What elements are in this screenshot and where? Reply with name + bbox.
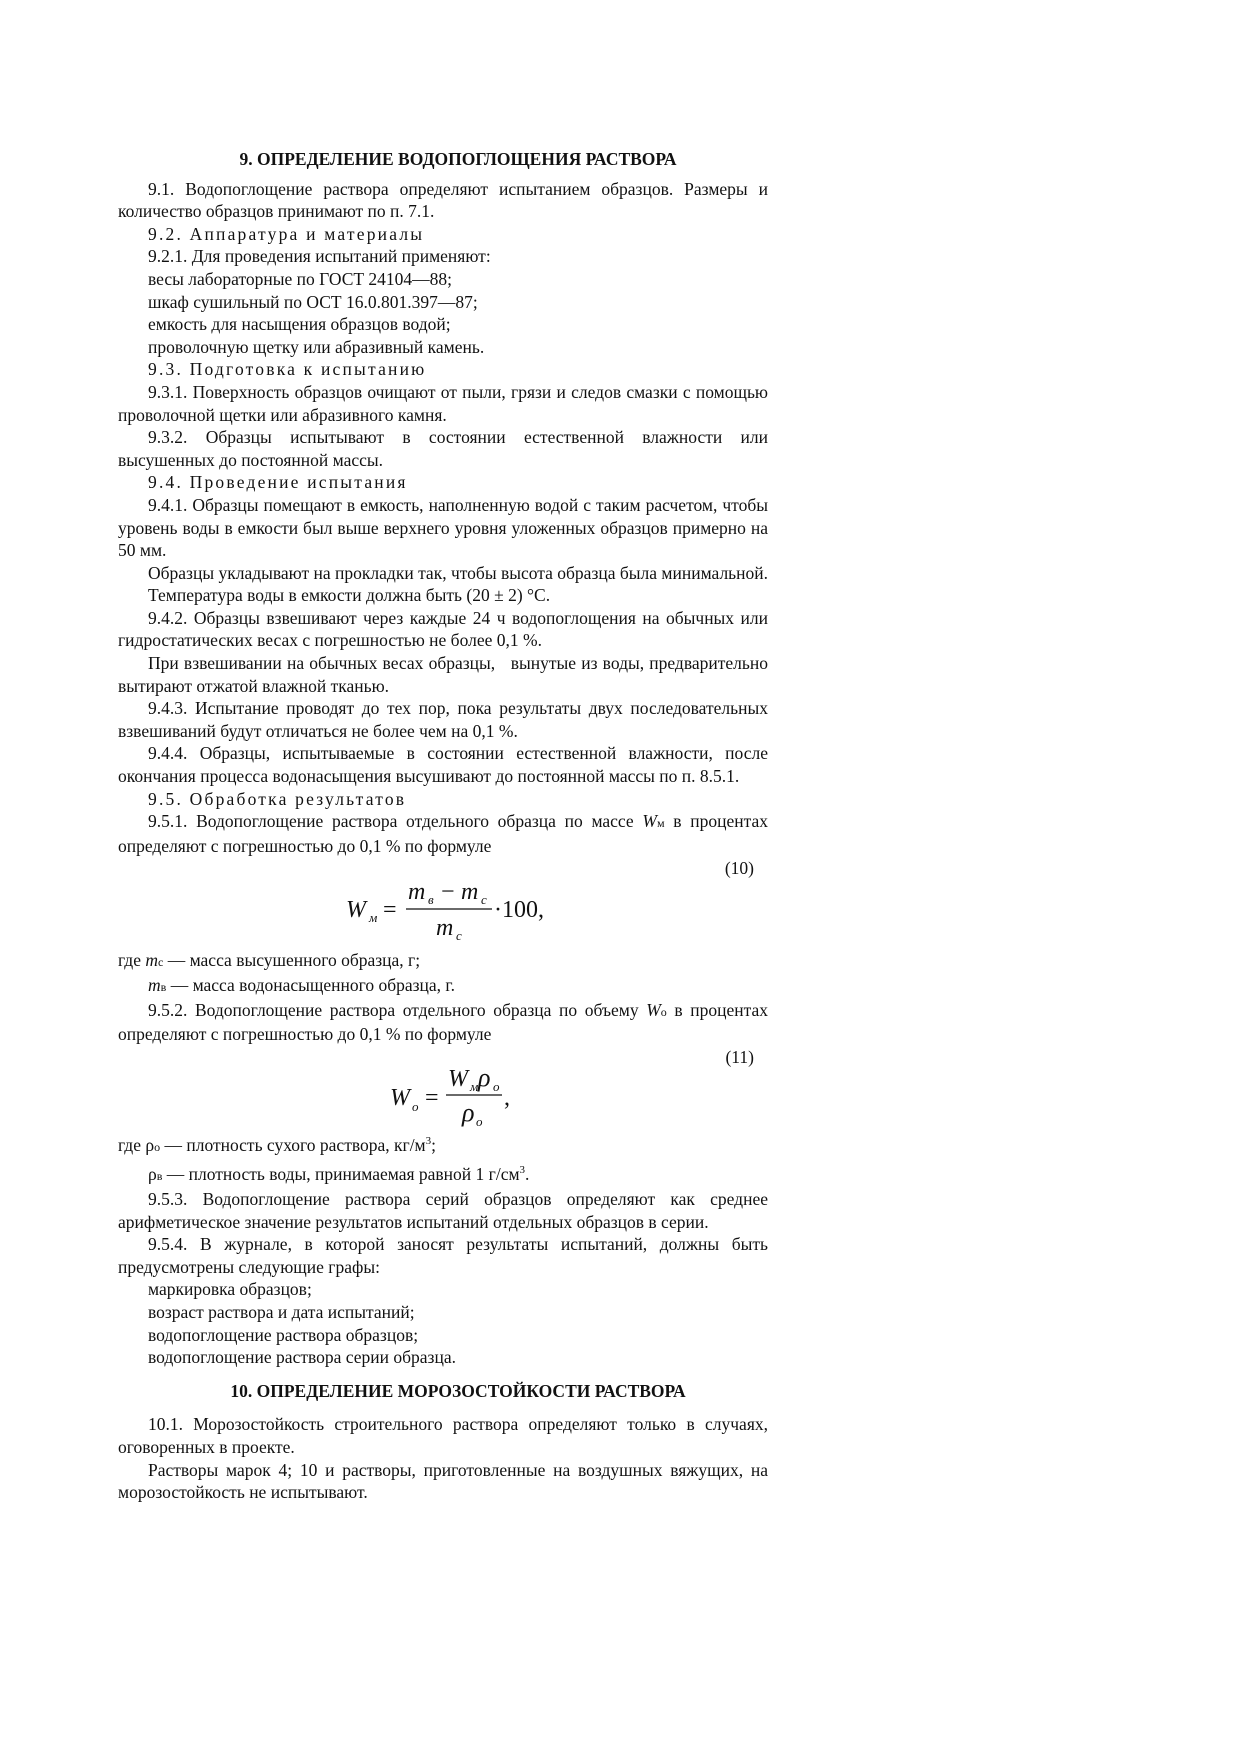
variable-rho: ρ bbox=[145, 1134, 155, 1155]
text-run: 9.5.1. Водопоглощение раствора отдельного образца по массе bbox=[148, 811, 643, 832]
text-run: — плотность сухого раствора, кг/м bbox=[160, 1134, 426, 1155]
paragraph-9-4-4: 9.4.4. Образцы, испытываемые в состоянии естественной влажности, после окончания процесса водонасыщения высушивают до постоянной массы по п. 8.5.1. bbox=[118, 743, 768, 787]
paragraph-9-5-1 bbox=[118, 810, 768, 857]
where-m-c bbox=[118, 949, 768, 974]
text-run: . bbox=[525, 1164, 530, 1185]
equipment-item: весы лабораторные по ГОСТ 24104—88; bbox=[148, 268, 453, 289]
eq11-den-sub: o bbox=[476, 1113, 483, 1128]
variable-w: W bbox=[642, 811, 657, 832]
section-9-heading: 9. ОПРЕДЕЛЕНИЕ ВОДОПОГЛОЩЕНИЯ РАСТВОРА bbox=[239, 149, 677, 169]
document-page bbox=[118, 148, 773, 1504]
superscript: 3 bbox=[519, 1164, 526, 1177]
eq11-equals: = bbox=[425, 1084, 439, 1111]
text-run: 9.5.2. Водопоглощение раствора отдельного образца по объему bbox=[148, 999, 647, 1020]
paragraph-9-5-2 bbox=[118, 999, 768, 1046]
equipment-item: емкость для насыщения образцов водой; bbox=[148, 314, 451, 335]
formula-11 bbox=[118, 1062, 768, 1134]
text-run: ; bbox=[431, 1134, 437, 1155]
variable-subscript: м bbox=[656, 816, 665, 831]
superscript: 3 bbox=[425, 1134, 432, 1147]
eq11-num-a: W bbox=[448, 1065, 468, 1092]
text-run: где bbox=[118, 1134, 146, 1155]
eq10-lhs: W bbox=[346, 897, 366, 924]
eq11-tail: , bbox=[504, 1084, 510, 1111]
eq11-num-a-sub: м bbox=[470, 1078, 479, 1094]
paragraph-9-4-1b: Образцы укладывают на прокладки так, чтобы высота образца была минимальной. bbox=[148, 562, 769, 583]
paragraph-9-4-1: 9.4.1. Образцы помещают в емкость, наполненную водой с таким расчетом, чтобы уровень воды в емкости был выше верхнего уровня уложенных образцов примерно на 50 мм. bbox=[118, 494, 768, 561]
text-run: в процентах определяют с погрешностью до 0,1 % по формуле bbox=[118, 999, 768, 1045]
paragraph-9-3-1: 9.3.1. Поверхность образцов очищают от пыли, грязи и следов смазки с помощью проволочной щетки или абразивного камня. bbox=[118, 381, 768, 425]
subheading-9-2: 9.2. Аппаратура и материалы bbox=[148, 223, 425, 244]
variable-subscript: с bbox=[158, 955, 164, 970]
eq10-num-a: m bbox=[408, 879, 426, 906]
text-run: где bbox=[118, 950, 146, 971]
subheading-9-3: 9.3. Подготовка к испытанию bbox=[148, 359, 427, 380]
paragraph-9-2-1: 9.2.1. Для проведения испытаний применяют: bbox=[148, 246, 491, 267]
eq10-equals: = bbox=[383, 897, 397, 924]
eq10-tail: ·100, bbox=[494, 897, 544, 924]
equipment-item: шкаф сушильный по ОСТ 16.0.801.397—87; bbox=[148, 291, 478, 312]
formula-10 bbox=[118, 879, 768, 949]
variable-subscript: в bbox=[156, 1169, 163, 1184]
variable-subscript: в bbox=[160, 980, 167, 994]
text-run: в процентах определяют с погрешностью до 0,1 % по формуле bbox=[118, 811, 768, 856]
eq11-den: ρ bbox=[462, 1097, 475, 1127]
variable-subscript: о bbox=[154, 1139, 161, 1154]
paragraph-9-5-3: 9.5.3. Водопоглощение раствора серий образцов определяют как среднее арифметическое значение результатов испытаний отдельных образцов в серии. bbox=[118, 1188, 768, 1232]
eq10-den: m bbox=[436, 915, 454, 942]
journal-item: маркировка образцов; bbox=[148, 1279, 312, 1300]
where-rho-o bbox=[118, 1134, 768, 1159]
variable-rho: ρ bbox=[148, 1164, 157, 1185]
equation-number-10: (10) bbox=[724, 858, 754, 879]
section-10-heading: 10. ОПРЕДЕЛЕНИЕ МОРОЗОСТОЙКОСТИ РАСТВОРА bbox=[230, 1380, 686, 1401]
paragraph-9-4-3: 9.4.3. Испытание проводят до тех пор, пока результаты двух последовательных взвешиваний будут отличаться не более чем на 0,1 %. bbox=[118, 698, 768, 741]
eq10-num-b: m bbox=[461, 879, 479, 906]
paragraph-9-1: 9.1. Водопоглощение раствора определяют испытанием образцов. Размеры и количество образцов принимают по п. 7.1. bbox=[118, 178, 768, 222]
paragraph-10-1b: Растворы марок 4; 10 и растворы, приготовленные на воздушных вяжущих, на морозостойкость не испытывают. bbox=[118, 1459, 768, 1503]
journal-item: возраст раствора и дата испытаний; bbox=[148, 1301, 415, 1322]
paragraph-9-4-2b: При взвешивании на обычных весах образцы, вынутые из воды, предварительно вытирают отжатой влажной тканью. bbox=[118, 653, 773, 696]
formula-10-svg bbox=[118, 871, 768, 941]
eq10-lhs-sub: м bbox=[369, 910, 378, 926]
eq11-lhs: W bbox=[390, 1084, 410, 1111]
paragraph-9-3-2: 9.3.2. Образцы испытывают в состоянии естественной влажности или высушенных до постоянной массы. bbox=[118, 427, 768, 470]
eq11-num-b-sub: o bbox=[493, 1078, 500, 1094]
variable-w: W bbox=[646, 999, 661, 1020]
text-run: — масса водонасыщенного образца, г. bbox=[166, 975, 456, 995]
eq11-num-b: ρ bbox=[478, 1062, 491, 1092]
subheading-9-4: 9.4. Проведение испытания bbox=[148, 472, 408, 493]
journal-item: водопоглощение раствора образцов; bbox=[148, 1324, 419, 1345]
paragraph-9-4-1c: Температура воды в емкости должна быть (20 ± 2) °С. bbox=[148, 585, 551, 606]
paragraph-9-4-2: 9.4.2. Образцы взвешивают через каждые 24 ч водопоглощения на обычных или гидростатических весах с погрешностью не более 0,1 %. bbox=[118, 607, 768, 651]
paragraph-10-1: 10.1. Морозостойкость строительного раствора определяют только в случаях, оговоренных в проекте. bbox=[118, 1414, 768, 1457]
paragraph-9-5-4: 9.5.4. В журнале, в которой заносят результаты испытаний, должны быть предусмотрены следующие графы: bbox=[118, 1234, 768, 1277]
text-run: — плотность воды, принимаемая равной 1 г/см bbox=[162, 1164, 520, 1185]
equation-number-11: (11) bbox=[725, 1046, 754, 1067]
eq11-lhs-sub: o bbox=[412, 1098, 419, 1114]
where-m-v bbox=[118, 974, 768, 999]
text-run: — масса высушенного образца, г; bbox=[163, 950, 421, 971]
formula-11-svg bbox=[118, 1062, 768, 1128]
variable-subscript: о bbox=[660, 1004, 667, 1019]
variable-m: m bbox=[145, 950, 158, 971]
eq10-minus: − bbox=[441, 879, 455, 906]
eq10-num-b-sub: с bbox=[481, 892, 487, 908]
subheading-9-5: 9.5. Обработка результатов bbox=[148, 788, 407, 809]
equipment-item: проволочную щетку или абразивный камень. bbox=[148, 336, 485, 357]
eq10-den-sub: с bbox=[456, 928, 462, 942]
journal-item: водопоглощение раствора серии образца. bbox=[148, 1347, 456, 1368]
variable-m: m bbox=[148, 975, 161, 995]
eq10-num-a-sub: в bbox=[428, 892, 434, 908]
where-rho-v bbox=[118, 1163, 768, 1188]
